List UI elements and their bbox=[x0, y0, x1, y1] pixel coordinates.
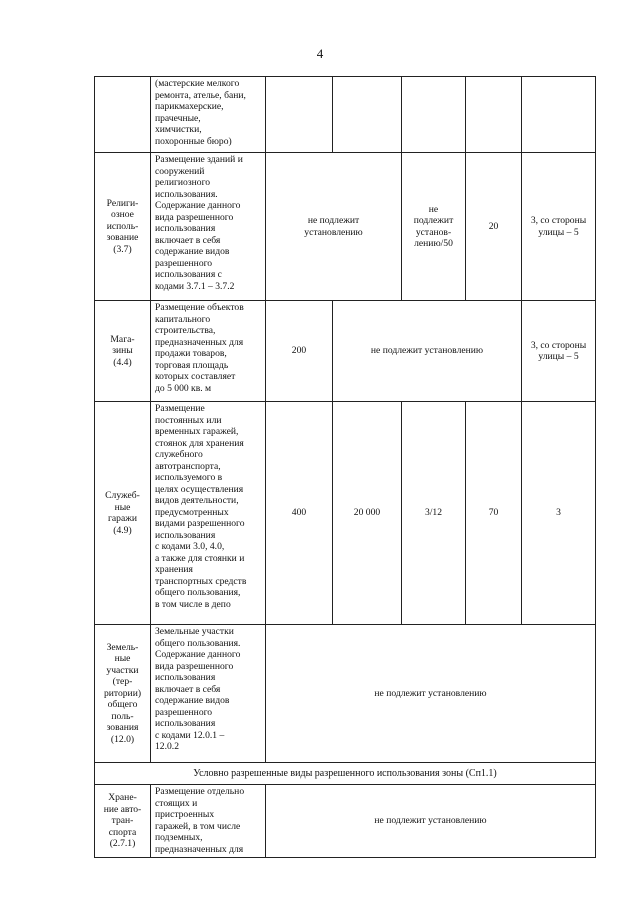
table-row bbox=[95, 785, 596, 858]
section-header-row bbox=[95, 763, 596, 785]
param-cell: 20 000 bbox=[333, 402, 402, 625]
param-cell: 3, со стороны улицы – 5 bbox=[522, 301, 596, 402]
param-cell: 20 bbox=[466, 153, 522, 301]
use-name-cell: Хране- ние авто- тран- спорта (2.7.1) bbox=[95, 785, 151, 858]
use-name-cell bbox=[95, 77, 151, 153]
param-cell: не подлежит установлению bbox=[266, 153, 402, 301]
table-row bbox=[95, 301, 596, 402]
use-name-cell: Служеб- ные гаражи (4.9) bbox=[95, 402, 151, 625]
regulations-table bbox=[94, 76, 596, 858]
param-cell: 3/12 bbox=[402, 402, 466, 625]
use-name-cell: Религи- озное исполь- зование (3.7) bbox=[95, 153, 151, 301]
use-description-cell: Размещение зданий и сооружений религиозного использования. Содержание данного вида разрешенного использования включает в себя содержание видов разрешенного использования с кодами 3.7.1 – 3.7.2 bbox=[151, 153, 266, 301]
use-description-cell: (мастерские мелкого ремонта, ателье, бани, парикмахерские, прачечные, химчистки, похоронные бюро) bbox=[151, 77, 266, 153]
use-name-cell: Мага- зины (4.4) bbox=[95, 301, 151, 402]
table-row bbox=[95, 153, 596, 301]
param-cell: не подлежит установлению bbox=[266, 785, 596, 858]
use-name-cell: Земель- ные участки (тер- ритории) общего поль- зования (12.0) bbox=[95, 625, 151, 763]
param-cell: не подлежит установ- лению/50 bbox=[402, 153, 466, 301]
param-cell: не подлежит установлению bbox=[266, 625, 596, 763]
param-cell bbox=[522, 77, 596, 153]
table-row bbox=[95, 402, 596, 625]
param-cell bbox=[466, 77, 522, 153]
use-description-cell: Размещение отдельно стоящих и пристроенных гаражей, в том числе подземных, предназначенных для bbox=[151, 785, 266, 858]
page-number: 4 bbox=[316, 46, 324, 61]
param-cell: 400 bbox=[266, 402, 333, 625]
param-cell: 3 bbox=[522, 402, 596, 625]
param-cell: 200 bbox=[266, 301, 333, 402]
param-cell: не подлежит установлению bbox=[333, 301, 522, 402]
param-cell bbox=[333, 77, 402, 153]
table-row bbox=[95, 77, 596, 153]
table-row bbox=[95, 625, 596, 763]
param-cell: 3, со стороны улицы – 5 bbox=[522, 153, 596, 301]
use-description-cell: Размещение постоянных или временных гаражей, стоянок для хранения служебного автотранспорта, используемого в целях осуществления видов деятельности, предусмотренных видами разрешенного использования с кодами 3.0, 4.0, а также для стоянки и хранения транспортных средств общего пользования, в том числе в депо bbox=[151, 402, 266, 625]
use-description-cell: Размещение объектов капитального строительства, предназначенных для продажи товаров, торговая площадь которых составляет до 5 000 кв. м bbox=[151, 301, 266, 402]
param-cell bbox=[402, 77, 466, 153]
param-cell: 70 bbox=[466, 402, 522, 625]
param-cell bbox=[266, 77, 333, 153]
use-description-cell: Земельные участки общего пользования. Содержание данного вида разрешенного использования включает в себя содержание видов разрешенного использования с кодами 12.0.1 – 12.0.2 bbox=[151, 625, 266, 763]
section-header: Условно разрешенные виды разрешенного использования зоны (Сп1.1) bbox=[95, 763, 596, 785]
